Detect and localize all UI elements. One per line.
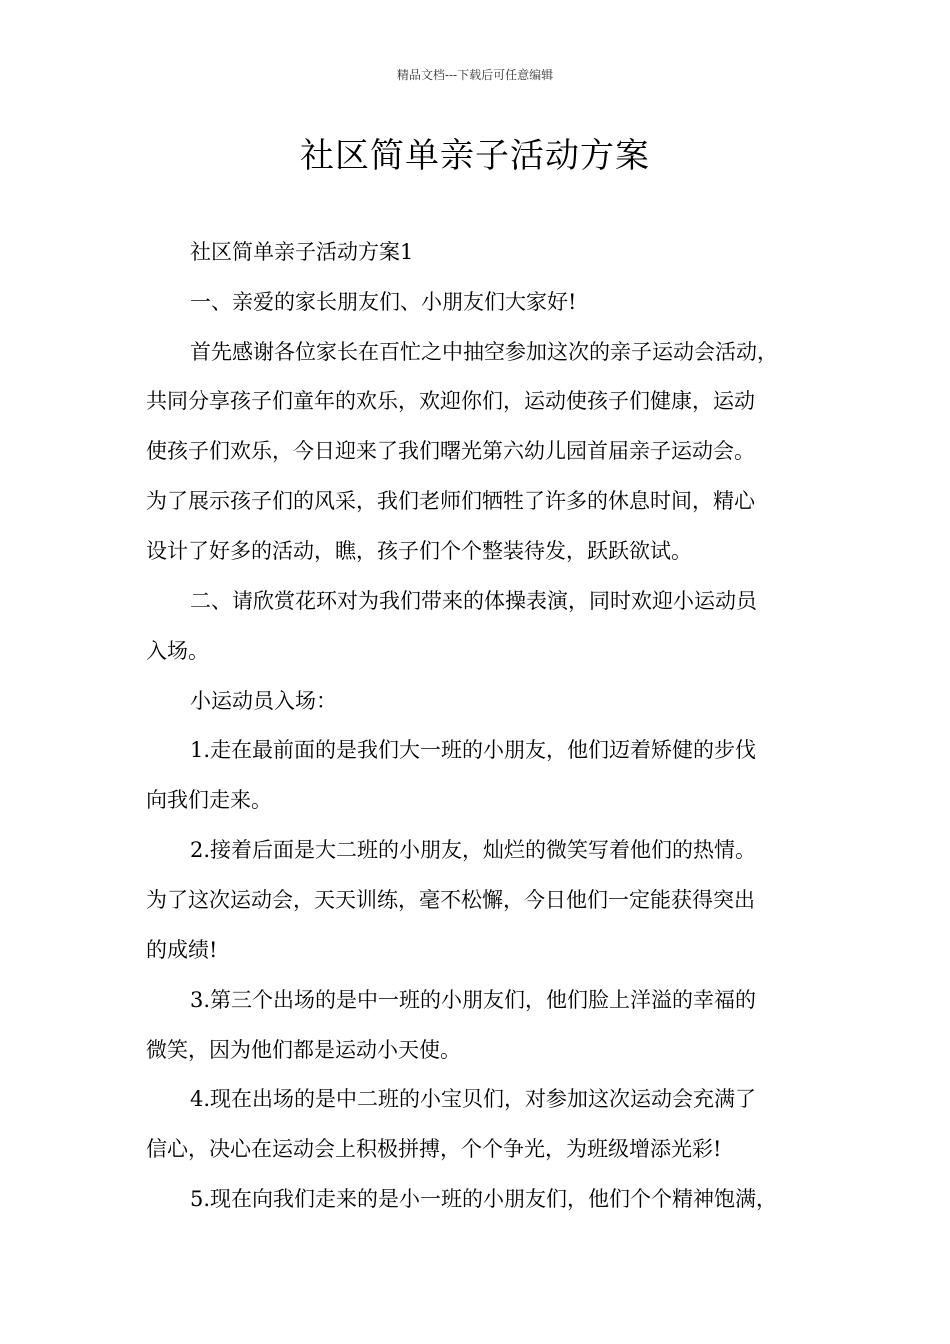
paragraph-line: 3.第三个出场的是中一班的小朋友们，他们脸上洋溢的幸福的 (190, 988, 757, 1012)
paragraph-line: 为了这次运动会，天天训练，毫不松懈，今日他们一定能获得突出 (146, 888, 755, 912)
paragraph-line: 入场。 (146, 639, 209, 663)
section-heading: 社区简单亲子活动方案1 (190, 240, 414, 264)
document-title: 社区简单亲子活动方案 (300, 136, 650, 176)
paragraph-line: 信心，决心在运动会上积极拼搏，个个争光，为班级增添光彩! (146, 1137, 722, 1161)
paragraph-line: 微笑，因为他们都是运动小天使。 (146, 1038, 461, 1062)
paragraph-line: 小运动员入场： (190, 689, 337, 713)
paragraph-line: 5.现在向我们走来的是小一班的小朋友们，他们个个精神饱满， (190, 1187, 778, 1211)
paragraph-line: 为了展示孩子们的风采，我们老师们牺牲了许多的休息时间，精心 (146, 489, 755, 513)
header-note: 精品文档---下载后可任意编辑 (396, 68, 554, 82)
paragraph-line: 设计了好多的活动，瞧，孩子们个个整装待发，跃跃欲试。 (146, 539, 692, 563)
paragraph-line: 共同分享孩子们童年的欢乐，欢迎你们，运动使孩子们健康，运动 (146, 389, 755, 413)
paragraph-line: 二、请欣赏花环对为我们带来的体操表演，同时欢迎小运动员 (190, 589, 757, 613)
paragraph-line: 一、亲爱的家长朋友们、小朋友们大家好! (190, 290, 577, 314)
paragraph-line: 2.接着后面是大二班的小朋友，灿烂的微笑写着他们的热情。 (190, 838, 757, 862)
paragraph-line: 向我们走来。 (146, 788, 272, 812)
paragraph-line: 1.走在最前面的是我们大一班的小朋友，他们迈着矫健的步伐 (190, 738, 757, 762)
paragraph-line: 使孩子们欢乐，今日迎来了我们曙光第六幼儿园首届亲子运动会。 (146, 439, 755, 463)
paragraph-line: 首先感谢各位家长在百忙之中抽空参加这次的亲子运动会活动， (190, 340, 778, 364)
paragraph-line: 4.现在出场的是中二班的小宝贝们，对参加这次运动会充满了 (190, 1087, 757, 1111)
paragraph-line: 的成绩! (146, 938, 218, 962)
